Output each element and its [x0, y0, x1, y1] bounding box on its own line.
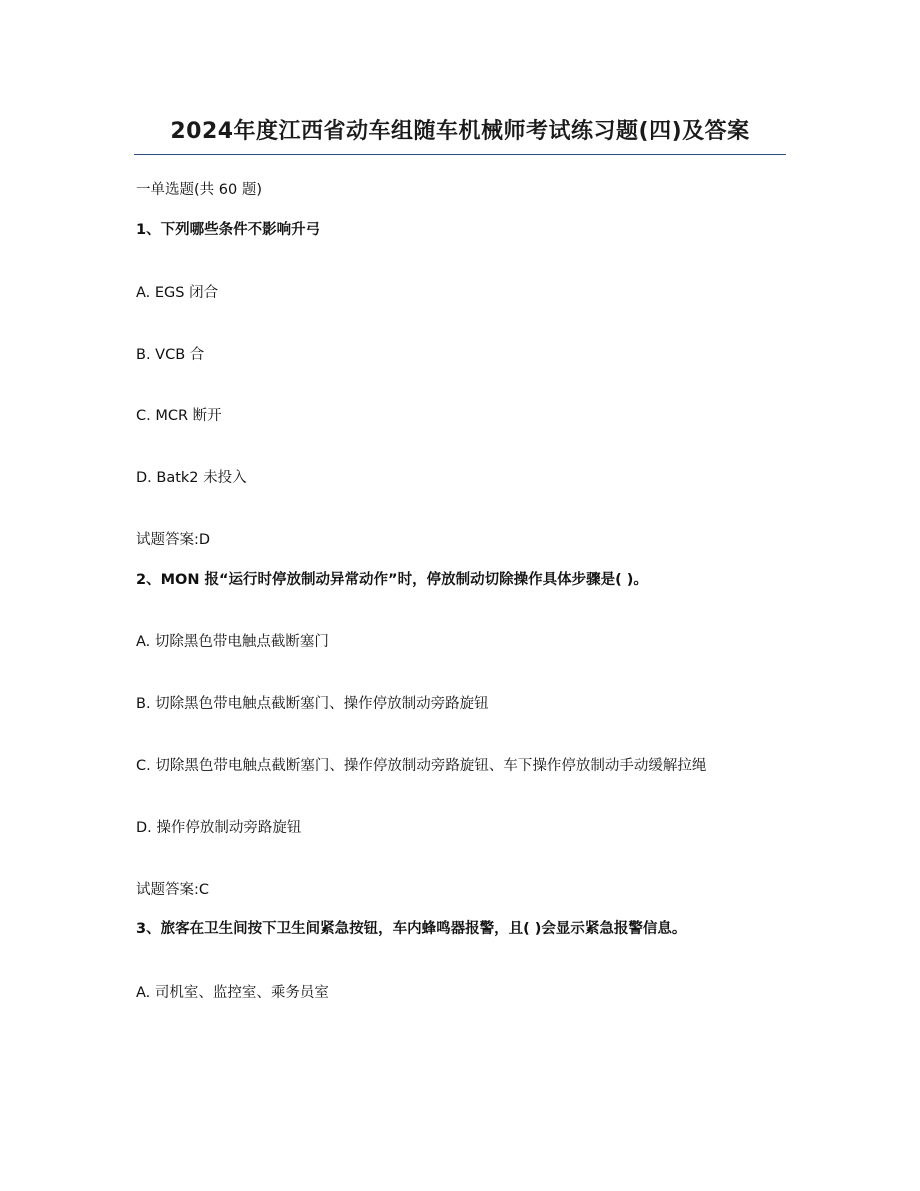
- question-2-option-d: D. 操作停放制动旁路旋钮: [136, 820, 302, 836]
- question-2-option-a: A. 切除黑色带电触点截断塞门: [136, 634, 329, 650]
- question-1-answer: 试题答案:D: [136, 532, 211, 548]
- question-2-stem: 2、MON 报“运行时停放制动异常动作”时，停放制动切除操作具体步骤是( )。: [136, 572, 648, 588]
- question-3-option-a: A. 司机室、监控室、乘务员室: [136, 985, 329, 1001]
- question-3-stem: 3、旅客在卫生间按下卫生间紧急按钮，车内蜂鸣器报警，且( )会显示紧急报警信息。: [136, 921, 687, 937]
- question-1-option-d: D. Batk2 未投入: [136, 470, 247, 486]
- section-heading: 一单选题(共 60 题): [136, 182, 262, 198]
- question-2-option-c: C. 切除黑色带电触点截断塞门、操作停放制动旁路旋钮、车下操作停放制动手动缓解拉绳: [136, 758, 707, 774]
- title-underline: [134, 154, 786, 155]
- question-1-option-c: C. MCR 断开: [136, 408, 222, 424]
- document-title: 2024年度江西省动车组随车机械师考试练习题(四)及答案: [170, 119, 750, 144]
- question-2-option-b: B. 切除黑色带电触点截断塞门、操作停放制动旁路旋钮: [136, 696, 489, 712]
- question-1-option-b: B. VCB 合: [136, 347, 205, 363]
- question-1-option-a: A. EGS 闭合: [136, 285, 219, 301]
- question-1-stem: 1、下列哪些条件不影响升弓: [136, 222, 321, 238]
- question-2-answer: 试题答案:C: [136, 882, 210, 898]
